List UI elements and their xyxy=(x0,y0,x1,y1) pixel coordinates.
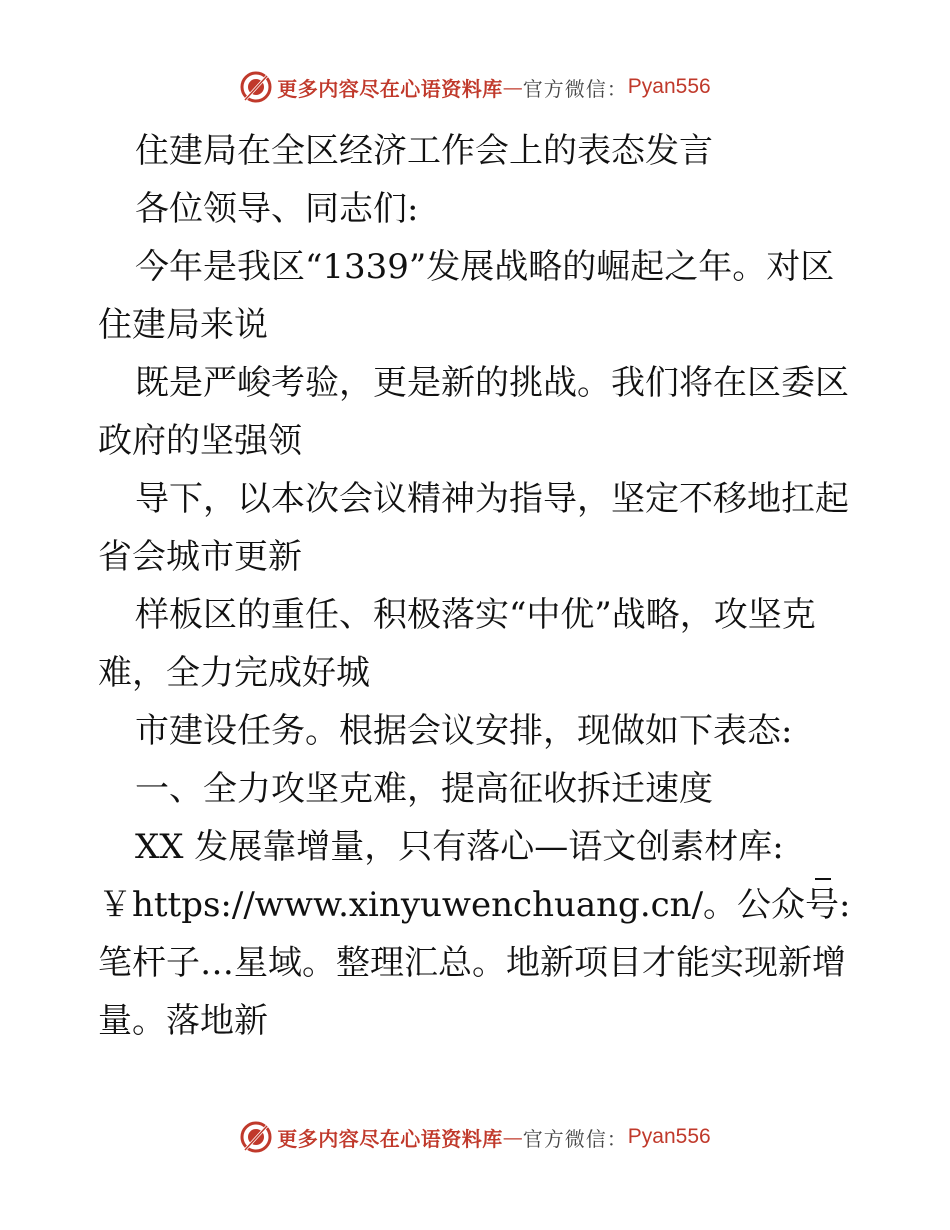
banner-wechat-id: Pyan556 xyxy=(627,1125,711,1148)
body-line: 市建设任务。根据会议安排，现做如下表态: xyxy=(135,711,793,751)
header-banner xyxy=(0,70,950,110)
banner-source-text: 更多内容尽在心语资料库 xyxy=(277,76,503,101)
body-line: 政府的坚强领 xyxy=(98,421,302,461)
body-line: ￥https://www.xinyuwenchuang.cn/。公众号: xyxy=(98,885,851,925)
banner-dash: — xyxy=(502,1125,523,1149)
body-line: XX 发展靠增量，只有落心—语文创素材库: xyxy=(135,827,784,867)
body-line: 笔杆子…星域。整理汇总。地新项目才能实现新增 xyxy=(98,943,846,983)
banner-dash: — xyxy=(502,75,523,99)
document-title: 住建局在全区经济工作会上的表态发言 xyxy=(135,131,713,171)
banner-wechat-id: Pyan556 xyxy=(627,75,711,98)
section-heading: 一、全力攻坚克难，提高征收拆迁速度 xyxy=(135,769,713,809)
body-line: 难，全力完成好城 xyxy=(98,653,370,693)
body-line: 样板区的重任、积极落实“中优”战略，攻坚克 xyxy=(135,595,816,635)
overline-mark xyxy=(815,878,831,880)
footer-banner xyxy=(0,1120,950,1160)
banner-source-text: 更多内容尽在心语资料库 xyxy=(277,1126,503,1151)
body-line: 住建局来说 xyxy=(98,305,268,345)
body-line: 导下，以本次会议精神为指导，坚定不移地扛起 xyxy=(135,479,849,519)
body-line: 省会城市更新 xyxy=(98,537,302,577)
quill-seal-icon xyxy=(239,1120,273,1154)
quill-seal-icon xyxy=(239,70,273,104)
salutation: 各位领导、同志们: xyxy=(135,189,419,229)
banner-wechat-label: 官方微信： xyxy=(522,1126,628,1151)
body-line: 今年是我区“1339”发展战略的崛起之年。对区 xyxy=(135,247,835,287)
body-line: 量。落地新 xyxy=(98,1001,268,1041)
banner-wechat-label: 官方微信： xyxy=(522,76,628,101)
document-body xyxy=(98,122,858,1050)
body-line: 既是严峻考验，更是新的挑战。我们将在区委区 xyxy=(135,363,849,403)
